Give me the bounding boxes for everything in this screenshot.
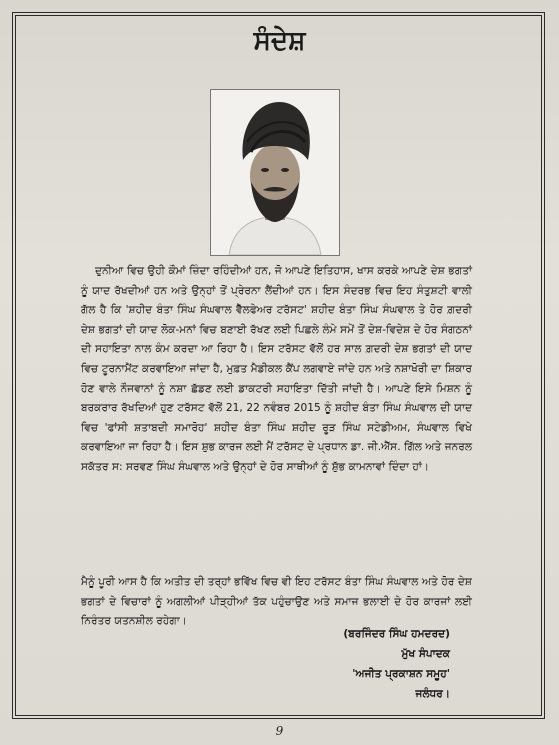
signature-designation: ਮੁੱਖ ਸੰਪਾਦਕ xyxy=(401,648,450,660)
page-number: 9 xyxy=(275,724,284,738)
message-paragraph-1: ਦੁਨੀਆ ਵਿਚ ਉਹੀ ਕੌਮਾਂ ਜ਼ਿੰਦਾ ਰਹਿੰਦੀਆਂ ਹਨ, ਜੋ ਆਪਣੇ ਇਤਿਹਾਸ, ਖਾਸ ਕਰਕੇ ਆਪਣੇ ਦੇਸ਼ ਭਗਤਾਂ ਨੂੰ ਯਾਦ ਰੱਖਦੀਆਂ ਹਨ ਅਤੇ ਉਨ੍ਹਾਂ ਤੋਂ ਪ੍ਰੇਰਨਾ ਲੈਂਦੀਆਂ ਹਨ। ਇਸ ਸੰਦਰਭ ਵਿਚ ਇਹ ਸੰਤੁਸ਼ਟੀ ਵਾਲੀ ਗੱਲ ਹੈ ਕਿ 'ਸ਼ਹੀਦ ਬੰਤਾ ਸਿੰਘ ਸੰਘਵਾਲ ਵੈੱਲਫੇਅਰ ਟਰੱਸਟ' ਸ਼ਹੀਦ ਬੰਤਾ ਸਿੰਘ ਸੰਘਵਾਲ ਤੇ ਹੋਰ ਗ਼ਦਰੀ ਦੇਸ਼ ਭਗਤਾਂ ਦੀ ਯਾਦ ਲੋਕ-ਮਨਾਂ ਵਿਚ ਬਣਾਈ ਰੱਖਣ ਲਈ ਪਿਛਲੇ ਲੰਮੇ ਸਮੇਂ ਤੋਂ ਦੇਸ਼-ਵਿਦੇਸ਼ ਦੇ ਹੋਰ ਸੰਗਠਨਾਂ ਦੀ ਸਹਾਇਤਾ ਨਾਲ ਕੰਮ ਕਰਦਾ ਆ ਰਿਹਾ ਹੈ। ਇਸ ਟਰੱਸਟ ਵੱਲੋਂ ਹਰ ਸਾਲ ਗ਼ਦਰੀ ਦੇਸ਼ ਭਗਤਾਂ ਦੀ ਯਾਦ ਵਿਚ ਟੂਰਨਾਮੈਂਟ ਕਰਵਾਇਆ ਜਾਂਦਾ ਹੈ, ਮੁਫ਼ਤ ਮੈਡੀਕਲ ਕੈਂਪ ਲਗਵਾਏ ਜਾਂਦੇ ਹਨ ਅਤੇ ਨਸ਼ਾਖੋਰੀ ਦਾ ਸ਼ਿਕਾਰ ਹੋਣ ਵਾਲੇ ਨੌਜਵਾਨਾਂ ਨੂੰ ਨਸ਼ਾ ਛੱਡਣ ਲਈ ਡਾਕਟਰੀ ਸਹਾਇਤਾ ਦਿੱਤੀ ਜਾਂਦੀ ਹੈ। ਆਪਣੇ ਇਸੇ ਮਿਸ਼ਨ ਨੂੰ ਬਰਕਰਾਰ ਰੱਖਦਿਆਂ ਹੁਣ ਟਰੱਸਟ ਵੱਲੋਂ 21, 22 ਨਵੰਬਰ 2015 ਨੂੰ ਸ਼ਹੀਦ ਬੰਤਾ ਸਿੰਘ ਸੰਘਵਾਲ ਦੀ ਯਾਦ ਵਿਚ 'ਫਾਂਸੀ ਸ਼ਤਾਬਦੀ ਸਮਾਰੋਹ' ਸ਼ਹੀਦ ਬੰਤਾ ਸਿੰਘ ਸ਼ਹੀਦ ਰੂੜ ਸਿੰਘ ਸਟੇਡੀਅਮ, ਸੰਘਵਾਲ ਵਿਖੇ ਕਰਵਾਇਆ ਜਾ ਰਿਹਾ ਹੈ। ਇਸ ਸ਼ੁਭ ਕਾਰਜ ਲਈ ਮੈਂ ਟਰੱਸਟ ਦੇ ਪ੍ਰਧਾਨ ਡਾ. ਜੀ.ਐੱਸ. ਗਿੱਲ ਅਤੇ ਜਨਰਲ ਸਕੱਤਰ ਸ: ਸਰਵਣ ਸਿੰਘ ਸੰਘਵਾਲ ਅਤੇ ਉਨ੍ਹਾਂ ਦੇ ਹੋਰ ਸਾਥੀਆਂ ਨੂੰ ਸ਼ੁੱਭ ਕਾਮਨਾਵਾਂ ਦਿੰਦਾ ਹਾਂ। xyxy=(81,265,473,473)
page-title: ਸੰਦੇਸ਼ xyxy=(253,26,306,56)
portrait-photo xyxy=(210,89,340,256)
message-paragraph-2: ਮੈਨੂੰ ਪੂਰੀ ਆਸ ਹੈ ਕਿ ਅਤੀਤ ਦੀ ਤਰ੍ਹਾਂ ਭਵਿੱਖ ਵਿਚ ਵੀ ਇਹ ਟਰੱਸਟ ਬੰਤਾ ਸਿੰਘ ਸੰਘਵਾਲ ਅਤੇ ਹੋਰ ਦੇਸ਼ ਭਗਤਾਂ ਦੇ ਵਿਚਾਰਾਂ ਨੂੰ ਅਗਲੀਆਂ ਪੀੜ੍ਹੀਆਂ ਤੱਕ ਪਹੁੰਚਾਉਣ ਅਤੇ ਸਮਾਜ ਭਲਾਈ ਦੇ ਹੋਰ ਕਾਰਜਾਂ ਲਈ ਨਿਰੰਤਰ ਯਤਨਸ਼ੀਲ ਰਹੇਗਾ। xyxy=(81,576,472,628)
signature-organization: 'ਅਜੀਤ ਪ੍ਰਕਾਸ਼ਨ ਸਮੂਹ' xyxy=(352,668,450,680)
signature-name: (ਬਰਜਿੰਦਰ ਸਿੰਘ ਹਮਦਰਦ) xyxy=(343,628,450,640)
signature-place: ਜਲੰਧਰ। xyxy=(415,688,450,700)
portrait-image xyxy=(211,90,339,255)
